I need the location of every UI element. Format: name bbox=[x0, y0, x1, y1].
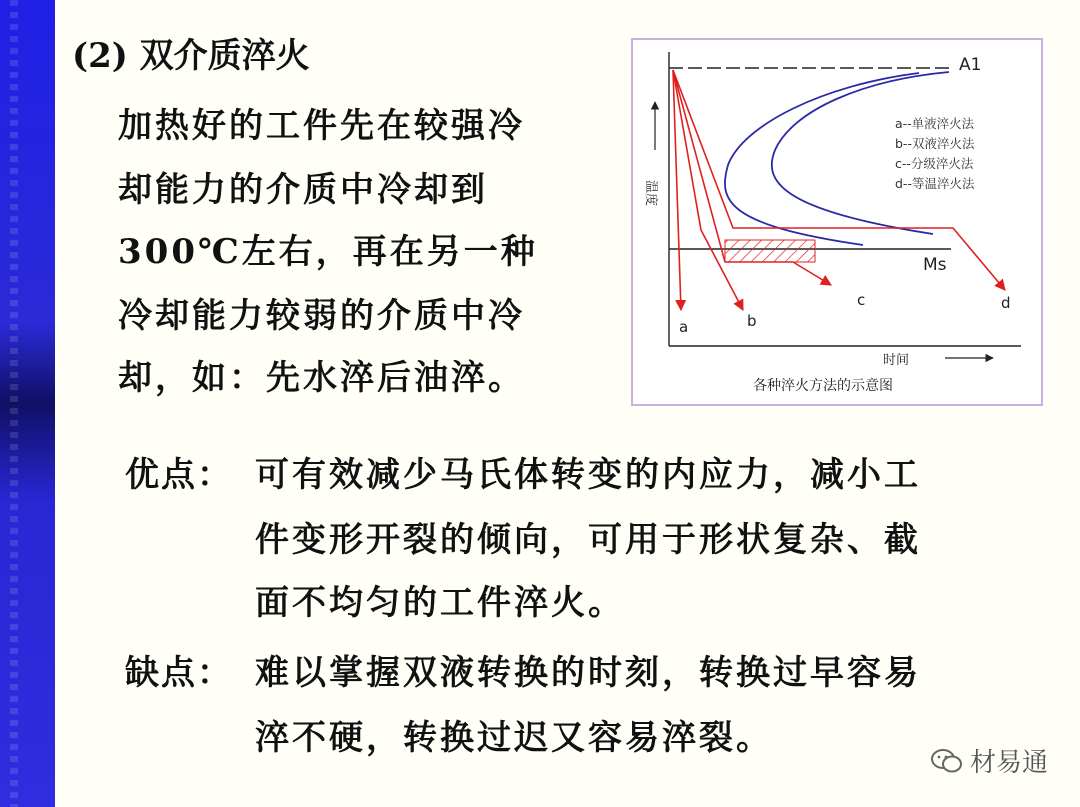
cons-line-1: 难以掌握双液转换的时刻，转换过早容易 bbox=[255, 653, 921, 693]
body-line-4: 冷却能力较弱的介质中冷 bbox=[118, 296, 525, 336]
cons-line-2: 淬不硬，转换过迟又容易淬裂。 bbox=[255, 718, 773, 758]
quench-diagram-svg bbox=[633, 40, 1041, 404]
left-decorative-bar bbox=[0, 0, 55, 807]
pros-line-2: 件变形开裂的倾向，可用于形状复杂、截 bbox=[255, 520, 921, 560]
watermark-text: 材易通 bbox=[970, 748, 1049, 778]
x-axis-label: 时间 bbox=[883, 353, 910, 368]
legend-item-a: a--单液淬火法 bbox=[895, 116, 975, 131]
curve-label-d: d bbox=[1001, 294, 1011, 312]
curve-label-c: c bbox=[857, 291, 866, 309]
body-line-2: 却能力的介质中冷却到 bbox=[118, 170, 488, 210]
pros-line-3: 面不均匀的工件淬火。 bbox=[255, 583, 625, 623]
diagram-caption: 各种淬火方法的示意图 bbox=[753, 378, 893, 394]
body-line-5: 却，如：先水淬后油淬。 bbox=[118, 358, 525, 398]
legend-item-b: b--双液淬火法 bbox=[895, 136, 975, 151]
ms-label: Ms bbox=[923, 255, 947, 275]
legend-item-c: c--分级淬火法 bbox=[895, 156, 974, 171]
y-axis-label: 温度 bbox=[643, 180, 658, 207]
curve-label-a: a bbox=[679, 318, 689, 336]
curve-label-b: b bbox=[747, 312, 757, 330]
pros-line-1: 可有效减少马氏体转变的内应力，减小工 bbox=[255, 455, 921, 495]
legend-item-d: d--等温淬火法 bbox=[895, 176, 975, 191]
watermark bbox=[930, 742, 1048, 779]
wechat-icon bbox=[930, 748, 964, 774]
slide-title: (2) 双介质淬火 bbox=[72, 36, 310, 76]
body-line-3: 300℃左右，再在另一种 bbox=[118, 232, 538, 272]
hatched-region bbox=[725, 240, 815, 262]
c-curve-finish bbox=[772, 72, 949, 234]
body-line-1: 加热好的工件先在较强冷 bbox=[118, 106, 525, 146]
pros-label: 优点： bbox=[125, 455, 233, 495]
c-curve-start bbox=[725, 73, 919, 245]
quench-diagram bbox=[631, 38, 1043, 406]
cons-label: 缺点： bbox=[125, 653, 233, 693]
a1-label: A1 bbox=[959, 55, 982, 75]
